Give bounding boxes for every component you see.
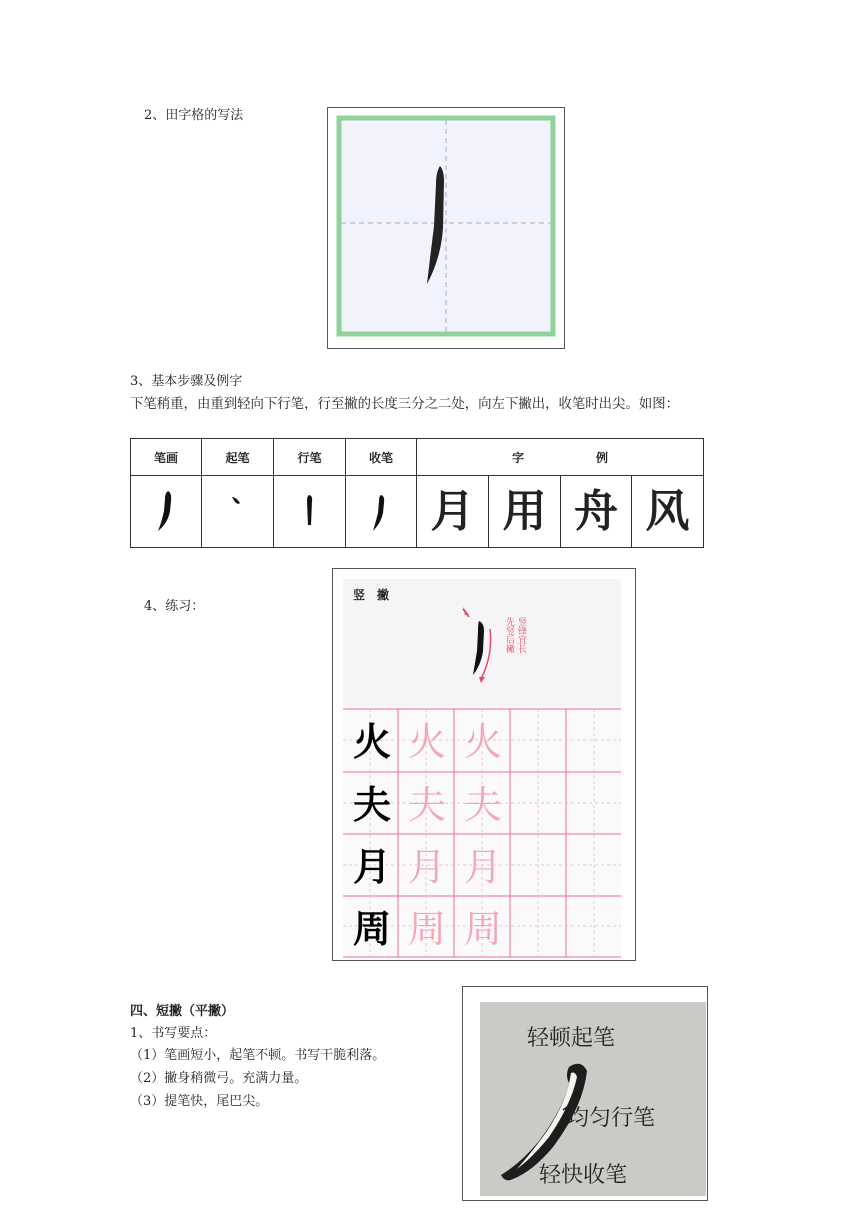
header-examples-char2: 例 bbox=[596, 450, 609, 465]
practice-trace-char: 火 bbox=[464, 720, 503, 764]
dot-stroke-glyph bbox=[218, 485, 258, 535]
header-stroke: 笔画 bbox=[131, 439, 202, 476]
example-char: 月 bbox=[417, 476, 489, 548]
tianzige-illustration bbox=[328, 108, 564, 348]
practice-title: 竖 撇 bbox=[353, 588, 390, 602]
header-finish: 收笔 bbox=[346, 439, 417, 476]
brush-label-start: 轻顿起笔 bbox=[527, 1026, 616, 1051]
vertical-stroke-glyph bbox=[290, 485, 330, 535]
header-start: 起笔 bbox=[202, 439, 274, 476]
practice-note-2: 竖锋宜长 bbox=[516, 617, 526, 653]
section-tianzige-label: 2、田字格的写法 bbox=[144, 108, 244, 123]
cell-stroke bbox=[131, 476, 202, 548]
practice-sheet-figure bbox=[332, 568, 636, 961]
brush-stroke-photo bbox=[463, 987, 707, 1200]
practice-char: 月 bbox=[353, 844, 392, 889]
practice-char: 周 bbox=[353, 906, 392, 951]
section-steps-label: 3、基本步骤及例字 bbox=[130, 374, 243, 389]
header-examples bbox=[417, 439, 704, 476]
tianzige-figure bbox=[327, 107, 565, 349]
stroke-table-header-row bbox=[131, 439, 704, 476]
stroke-table bbox=[130, 438, 704, 548]
header-examples-char1: 字 bbox=[512, 450, 525, 465]
section-short-pie-heading: 四、短撇（平撇） bbox=[130, 1004, 235, 1019]
practice-char: 夫 bbox=[353, 782, 392, 827]
practice-trace-char: 周 bbox=[408, 907, 447, 951]
practice-trace-char: 周 bbox=[464, 907, 503, 951]
example-char: 舟 bbox=[561, 476, 632, 548]
cell-move bbox=[274, 476, 346, 548]
practice-trace-char: 月 bbox=[408, 845, 447, 889]
header-move: 行笔 bbox=[274, 439, 346, 476]
cell-start bbox=[202, 476, 274, 548]
brush-stroke-figure bbox=[462, 986, 708, 1201]
point-1: （1）笔画短小，起笔不顿。书写干脆利落。 bbox=[130, 1048, 386, 1063]
pie-stroke-glyph bbox=[146, 485, 186, 535]
practice-trace-char: 夫 bbox=[408, 783, 447, 827]
section-steps-description: 下笔稍重，由重到轻向下行笔，行至撇的长度三分之二处，向左下撇出，收笔时出尖。如图： bbox=[130, 397, 680, 412]
section-short-pie-subheading: 1、书写要点： bbox=[130, 1026, 217, 1041]
example-char: 风 bbox=[632, 476, 704, 548]
cell-finish bbox=[346, 476, 417, 548]
example-char: 用 bbox=[489, 476, 561, 548]
brush-label-move: 均匀行笔 bbox=[567, 1106, 656, 1131]
brush-label-finish: 轻快收笔 bbox=[539, 1163, 628, 1188]
practice-sheet bbox=[333, 569, 635, 960]
point-2: （2）撇身稍微弓。充满力量。 bbox=[130, 1071, 308, 1086]
stroke-table-body-row bbox=[131, 476, 704, 548]
practice-trace-char: 夫 bbox=[464, 783, 503, 827]
practice-trace-char: 火 bbox=[408, 720, 447, 764]
practice-note-1: 先竖后撇 bbox=[504, 617, 514, 653]
practice-char: 火 bbox=[353, 719, 392, 764]
point-3: （3）提笔快，尾巴尖。 bbox=[130, 1094, 269, 1109]
practice-trace-char: 月 bbox=[464, 845, 503, 889]
section-practice-label: 4、练习： bbox=[144, 599, 205, 614]
pie-finish-glyph bbox=[361, 485, 401, 535]
